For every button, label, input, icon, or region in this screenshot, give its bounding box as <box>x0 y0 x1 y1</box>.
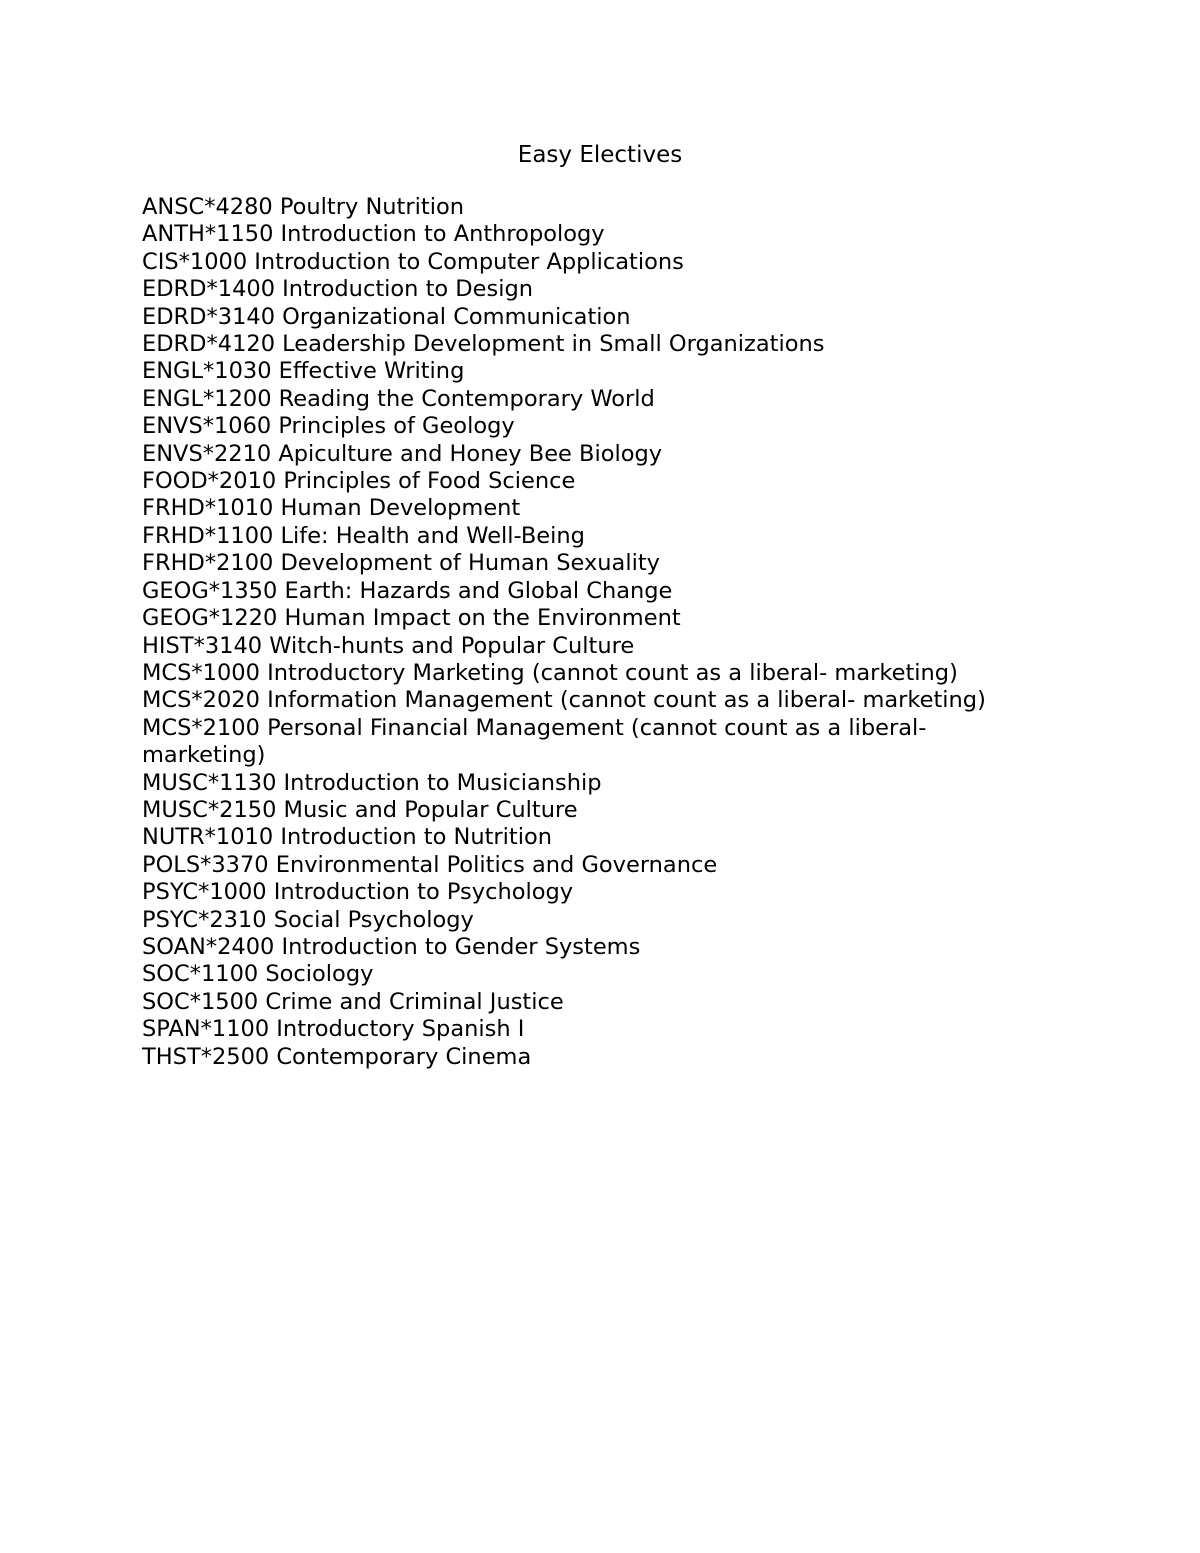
course-item: ANTH*1150 Introduction to Anthropology <box>142 221 605 248</box>
course-item: MCS*2100 Personal Financial Management (cannot count as a liberal- marketing) <box>142 714 927 769</box>
course-item: FRHD*2100 Development of Human Sexuality <box>142 550 660 577</box>
course-item: FRHD*1010 Human Development <box>142 495 521 522</box>
course-item: EDRD*3140 Organizational Communication <box>142 303 631 330</box>
course-item: MCS*1000 Introductory Marketing (cannot count as a liberal- marketing) <box>142 659 958 686</box>
course-list <box>142 194 1042 1071</box>
course-item: PSYC*2310 Social Psychology <box>142 906 474 933</box>
course-item: CIS*1000 Introduction to Computer Applications <box>142 248 684 275</box>
course-item: EDRD*4120 Leadership Development in Small Organizations <box>142 331 825 358</box>
course-item: THST*2500 Contemporary Cinema <box>142 1043 532 1070</box>
course-item: GEOG*1350 Earth: Hazards and Global Change <box>142 577 673 604</box>
course-item: ENVS*2210 Apiculture and Honey Bee Biology <box>142 440 663 467</box>
course-item: POLS*3370 Environmental Politics and Governance <box>142 851 718 878</box>
course-item: FOOD*2010 Principles of Food Science <box>142 468 576 495</box>
course-item: FRHD*1100 Life: Health and Well-Being <box>142 522 585 549</box>
course-item: EDRD*1400 Introduction to Design <box>142 276 533 303</box>
course-item: SOAN*2400 Introduction to Gender Systems <box>142 933 641 960</box>
course-item: MCS*2020 Information Management (cannot count as a liberal- marketing) <box>142 687 986 714</box>
course-item: NUTR*1010 Introduction to Nutrition <box>142 824 552 851</box>
course-item: SOC*1500 Crime and Criminal Justice <box>142 988 564 1015</box>
course-item: ANSC*4280 Poultry Nutrition <box>142 194 464 220</box>
course-item: HIST*3140 Witch-hunts and Popular Culture <box>142 632 635 659</box>
course-item: SOC*1100 Sociology <box>142 961 374 988</box>
course-item: GEOG*1220 Human Impact on the Environment <box>142 605 681 632</box>
course-item: ENGL*1200 Reading the Contemporary World <box>142 385 655 412</box>
course-item: MUSC*2150 Music and Popular Culture <box>142 796 578 823</box>
course-item: SPAN*1100 Introductory Spanish I <box>142 1016 525 1043</box>
document-title: Easy Electives <box>517 142 683 168</box>
course-item: ENVS*1060 Principles of Geology <box>142 413 515 440</box>
course-item: ENGL*1030 Effective Writing <box>142 358 465 385</box>
course-item: PSYC*1000 Introduction to Psychology <box>142 879 574 906</box>
course-item: MUSC*1130 Introduction to Musicianship <box>142 769 602 796</box>
